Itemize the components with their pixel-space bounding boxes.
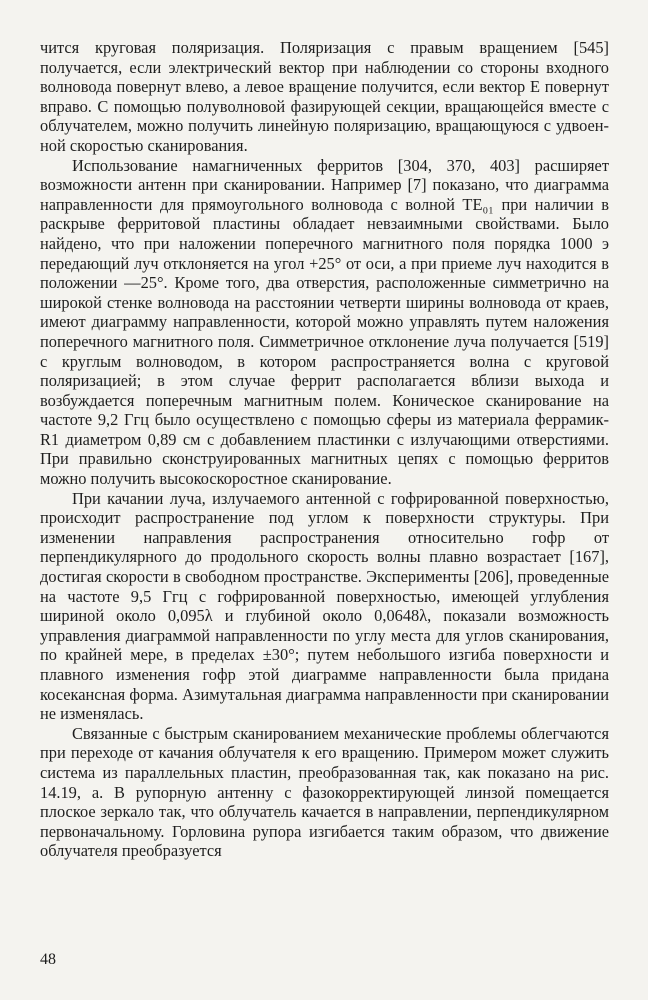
paragraph-mechanical-scanning: Связанные с быстрым сканированием механические проблемы облегчаются при переходе от качания облучателя к его вращению. Примером может служить система из параллельных пластин, преобразованная так, как показано на рис. 14.19, а. В рупорную антенну с фазокорректирующей линзой помещается плоское зеркало так, что облучатель качается в направлении, перпендикулярном первоначальному. Горловина рупора изгибается таким образом, что движение облучателя преобразуется bbox=[40, 723, 609, 861]
paragraph-ferrites: Использование намагниченных ферритов [304, 370, 403] расширяет возможности антенн при сканировании. Например [7] показано, что диаграмма направленности для прямоугольного волновода с волной TE₀₁ при наличии в раскрыве ферритовой пластины обладает невзаимными свойствами. Было найдено, что при наложении поперечного магнитного поля порядка 1000 э передающий луч отклоняется на угол +25° от оси, а при приеме луч находится в положении —25°. Кроме того, два отверстия, расположенные симметрично на широкой стенке волновода на расстоянии четверти ширины волновода от краев, имеют диаграмму направленности, которой можно управлять путем наложения поперечного магнитного поля. Симметричное отклонение луча получается [519] с круглым волноводом, в котором распространяется волна с круговой поляризацией; в этом случае феррит располагается вблизи выхода и возбуждается поперечным магнитным полем. Коническое сканирование на частоте 9,2 Ггц было осуществлено с помощью сферы из материала феррамик-R1 диаметром 0,89 см с добавлением пластинки с излучающими отверстиями. При правильно сконструированных магнитных цепях с помощью ферритов можно получить высокоскоростное сканирование. bbox=[40, 155, 609, 489]
paragraph-polarization: чится круговая поляризация. Поляризация с правым вращением [545] получается, если электрический вектор при наблюдении со стороны входного волновода повернут влево, а левое вращение получится, если вектор E повернут вправо. С помощью полуволновой фазирующей секции, вращающейся вместе с облучателем, можно получить линейную поляризацию, вращающуюся с удвоенной скоростью сканирования. bbox=[40, 38, 609, 155]
paragraph-corrugated-surface: При качании луча, излучаемого антенной с гофрированной поверхностью, происходит распространение под углом к поверхности структуры. При изменении направления распространения относительно гофр от перпендикулярного до продольного скорость волны плавно возрастает [167], достигая скорости в свободном пространстве. Эксперименты [206], проведенные на частоте 9,5 Ггц с гофрированной поверхностью, имеющей углубления шириной около 0,095λ и глубиной около 0,0648λ, показали возможность управления диаграммой направленности по углу места для углов сканирования, по крайней мере, в пределах ±30°; путем небольшого изгиба поверхности и плавного изменения гофр этой диаграмме направленности была придана косекансная форма. Азимутальная диаграмма направленности при сканировании не изменялась. bbox=[40, 488, 609, 724]
page-number: 48 bbox=[40, 951, 56, 968]
page-body bbox=[40, 38, 609, 861]
